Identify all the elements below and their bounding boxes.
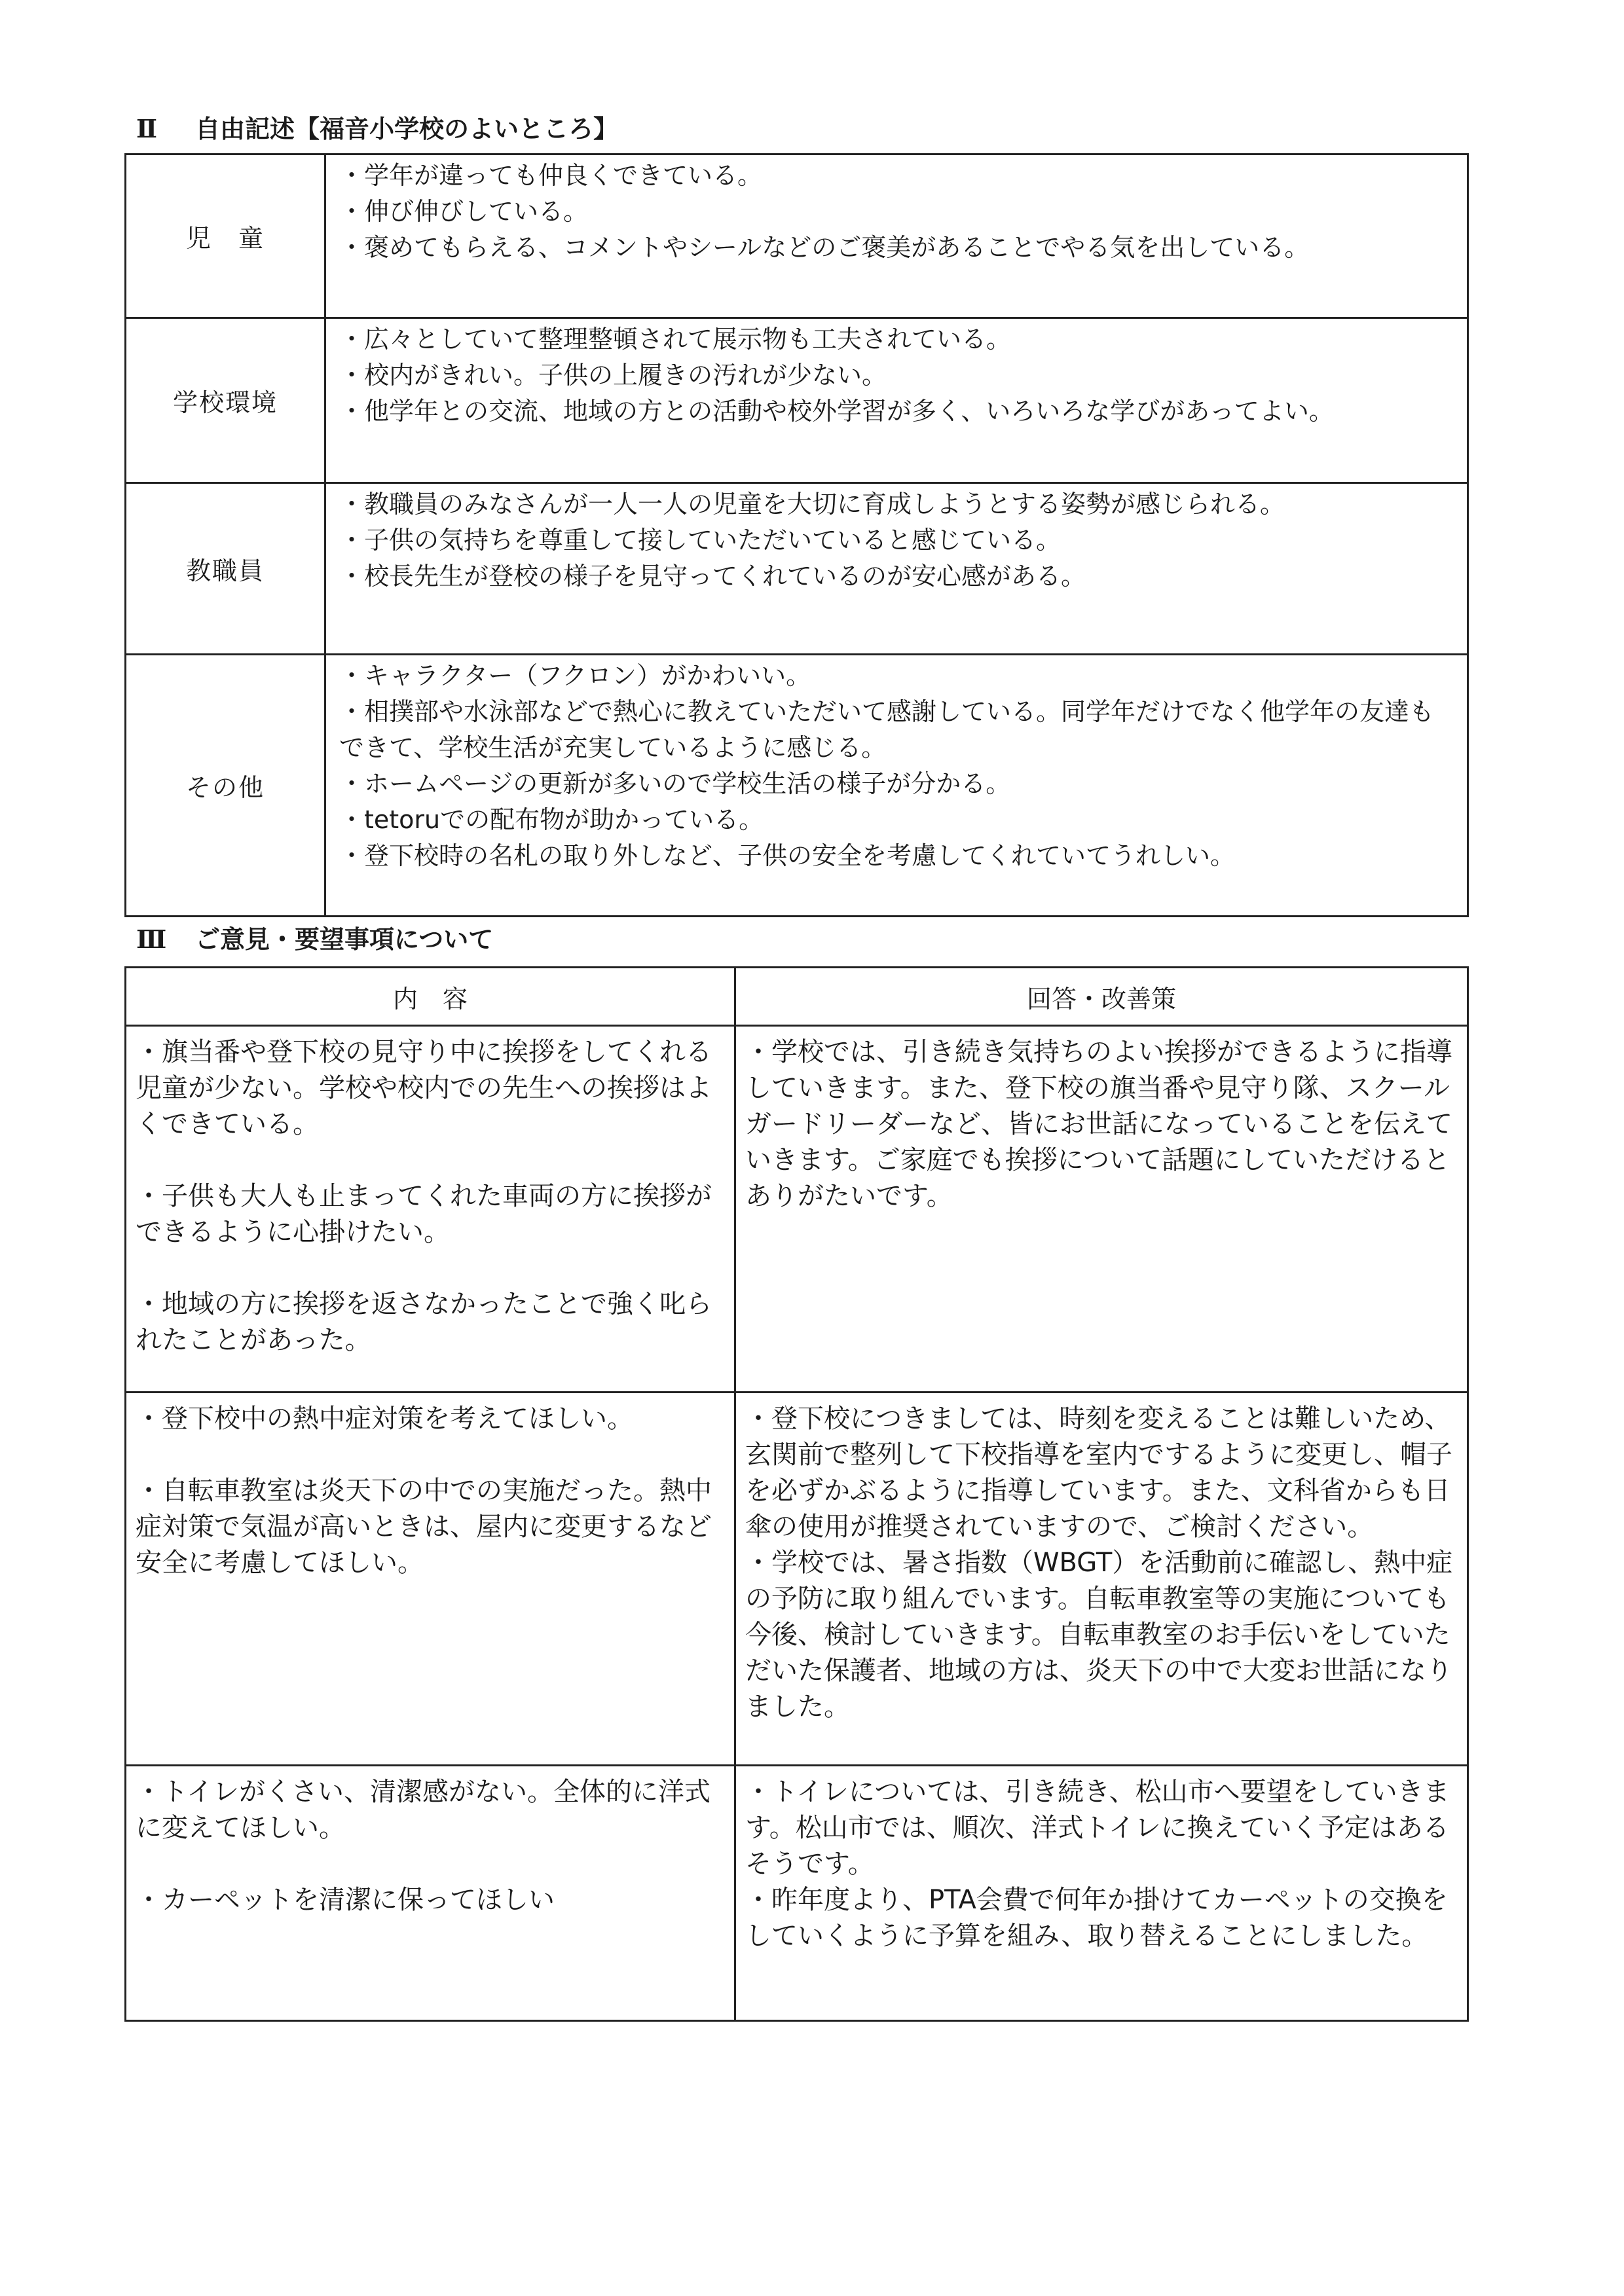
category-cell: 学校環境 <box>126 318 325 483</box>
list-item: ・登下校時の名札の取り外しなど、子供の安全を考慮してくれていてうれしい。 <box>339 841 1236 870</box>
list-item: ・広々としていて整理整頓されて展示物も工夫されている。 <box>339 325 1012 354</box>
content-paragraph: ・地域の方に挨拶を返さなかったことで強く叱られたことがあった。 <box>136 1289 712 1355</box>
list-item: ・tetoruでの配布物が助かっている。 <box>339 805 764 834</box>
list-item: ・相撲部や水泳部などで熱心に教えていただいて感謝している。同学年だけでなく他学年の友達もできて、学校生活が充実しているように感じる。 <box>339 697 1435 762</box>
items-cell <box>325 155 1468 318</box>
items-cell <box>325 655 1468 917</box>
content-paragraph: ・登下校中の熱中症対策を考えてほしい。 <box>136 1404 633 1434</box>
list-item: ・学年が違っても仲良くできている。 <box>339 161 763 190</box>
category-cell: 教職員 <box>126 483 325 655</box>
table-header-row <box>126 968 1468 1026</box>
good-points-table <box>124 153 1469 917</box>
header-response: 回答・改善策 <box>735 968 1468 1026</box>
response-paragraph: ・トイレについては、引き続き、松山市へ要望をしていきます。松山市では、順次、洋式トイレに換えていく予定はあるそうです。 <box>745 1777 1450 1879</box>
items-cell <box>325 318 1468 483</box>
section-2-title: 自由記述【福音小学校のよいところ】 <box>195 115 619 143</box>
response-paragraph: ・学校では、暑さ指数（WBGT）を活動前に確認し、熱中症の予防に取り組んでいます。自転車教室等の実施についても今後、検討していきます。自転車教室のお手伝いをしていただいた保護者、地域の方は、炎天下の中で大変お世話になりました。 <box>745 1548 1453 1722</box>
content-paragraph: ・トイレがくさい、清潔感がない。全体的に洋式に変えてほしい。 <box>136 1777 710 1843</box>
list-item: ・校内がきれい。子供の上履きの汚れが少ない。 <box>339 361 887 390</box>
section-3-title: ご意見・要望事項について <box>195 925 494 954</box>
response-cell <box>735 1393 1468 1766</box>
response-cell <box>735 1766 1468 2021</box>
table-row <box>126 1766 1468 2021</box>
response-paragraph: ・昨年度より、PTA会費で何年か掛けてカーペットの交換をしていくように予算を組み、取り替えることにしました。 <box>745 1885 1448 1951</box>
table-row <box>126 655 1468 917</box>
items-cell <box>325 483 1468 655</box>
table-row <box>126 483 1468 655</box>
section-3-heading <box>136 923 493 956</box>
list-item: ・子供の気持ちを尊重して接していただいていると感じている。 <box>339 526 1061 555</box>
list-item: ・伸び伸びしている。 <box>339 197 589 226</box>
content-cell <box>126 1766 735 2021</box>
header-content: 内 容 <box>126 968 735 1026</box>
table-row <box>126 155 1468 318</box>
content-cell <box>126 1026 735 1393</box>
category-cell: その他 <box>126 655 325 917</box>
list-item: ・ホームページの更新が多いので学校生活の様子が分かる。 <box>339 769 1011 798</box>
section-2-heading <box>136 113 618 145</box>
response-cell <box>735 1026 1468 1393</box>
section-3-number: Ⅲ <box>136 924 167 954</box>
response-paragraph: ・学校では、引き続き気持ちのよい挨拶ができるように指導していきます。また、登下校の旗当番や見守り隊、スクールガードリーダーなど、皆にお世話になっていることを伝えていきます。ご家庭でも挨拶について話題にしていただけるとありがたいです。 <box>745 1037 1452 1211</box>
table-row <box>126 1026 1468 1393</box>
category-cell: 児 童 <box>126 155 325 318</box>
content-paragraph: ・カーペットを清潔に保ってほしい <box>136 1885 555 1915</box>
list-item: ・キャラクター（フクロン）がかわいい。 <box>339 661 811 690</box>
list-item: ・他学年との交流、地域の方との活動や校外学習が多く、いろいろな学びがあってよい。 <box>339 397 1334 426</box>
table-row <box>126 1393 1468 1766</box>
section-2-number: Ⅱ <box>136 114 158 143</box>
table-row <box>126 318 1468 483</box>
content-cell <box>126 1393 735 1766</box>
list-item: ・教職員のみなさんが一人一人の児童を大切に育成しようとする姿勢が感じられる。 <box>339 490 1285 519</box>
list-item: ・校長先生が登校の様子を見守ってくれているのが安心感がある。 <box>339 562 1086 591</box>
content-paragraph: ・子供も大人も止まってくれた車両の方に挨拶ができるように心掛けたい。 <box>136 1181 712 1247</box>
response-paragraph: ・登下校につきましては、時刻を変えることは難しいため、玄関前で整列して下校指導を室内でするように変更し、帽子を必ずかぶるように指導しています。また、文科省からも日傘の使用が推奨されていますので、ご検討ください。 <box>745 1404 1452 1542</box>
content-paragraph: ・旗当番や登下校の見守り中に挨拶をしてくれる児童が少ない。学校や校内での先生への挨拶はよくできている。 <box>136 1037 712 1139</box>
requests-table <box>124 966 1469 2022</box>
list-item: ・褒めてもらえる、コメントやシールなどのご褒美があることでやる気を出している。 <box>339 233 1310 262</box>
content-paragraph: ・自転車教室は炎天下の中での実施だった。熱中症対策で気温が高いときは、屋内に変更するなど安全に考慮してほしい。 <box>136 1476 712 1578</box>
